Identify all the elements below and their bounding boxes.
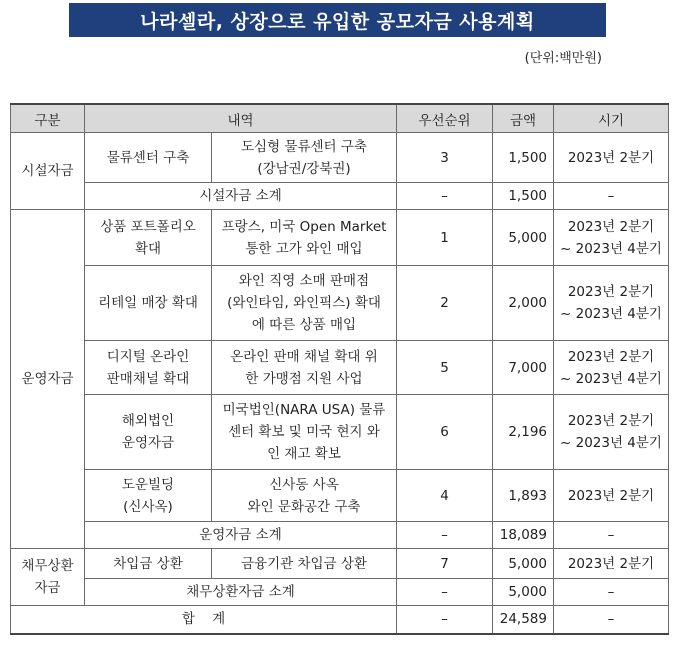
- period-cell: 2023년 2분기 ~ 2023년 4분기: [554, 395, 669, 470]
- category-debt: 채무상환 자금: [11, 549, 85, 606]
- period-cell: –: [554, 606, 669, 634]
- amount-cell: 5,000: [493, 549, 554, 579]
- item-cell: 리테일 매장 확대: [85, 266, 212, 341]
- table-row: [11, 133, 669, 183]
- header-period: 시기: [554, 104, 669, 133]
- detail-cell: 도심형 물류센터 구축 (강남권/강북권): [212, 133, 397, 183]
- priority-cell: 3: [397, 133, 493, 183]
- detail-cell: 미국법인(NARA USA) 물류 센터 확보 및 미국 현지 와 인 재고 확보: [212, 395, 397, 470]
- unit-label: (단위:백만원): [524, 51, 602, 66]
- category-facility: 시설자금: [11, 133, 85, 210]
- table-row: [11, 210, 669, 266]
- priority-cell: –: [397, 579, 493, 606]
- header-amount: 금액: [493, 104, 554, 133]
- period-cell: 2023년 2분기 ~ 2023년 4분기: [554, 266, 669, 341]
- priority-cell: 1: [397, 210, 493, 266]
- detail-cell: 신사동 사옥 와인 문화공간 구축: [212, 470, 397, 522]
- table-header-row: [11, 104, 669, 133]
- priority-cell: 2: [397, 266, 493, 341]
- category-operating: 운영자금: [11, 210, 85, 549]
- amount-cell: 24,589: [493, 606, 554, 634]
- subtotal-label: 채무상환자금 소계: [85, 579, 397, 606]
- priority-cell: 5: [397, 341, 493, 395]
- item-cell: 물류센터 구축: [85, 133, 212, 183]
- period-cell: –: [554, 579, 669, 606]
- priority-cell: 7: [397, 549, 493, 579]
- total-row: [11, 606, 669, 634]
- amount-cell: 1,500: [493, 133, 554, 183]
- header-priority: 우선순위: [397, 104, 493, 133]
- priority-cell: 4: [397, 470, 493, 522]
- subtotal-label: 운영자금 소계: [85, 522, 397, 549]
- amount-cell: 7,000: [493, 341, 554, 395]
- period-cell: 2023년 2분기 ~ 2023년 4분기: [554, 341, 669, 395]
- amount-cell: 18,089: [493, 522, 554, 549]
- table-row: [11, 470, 669, 522]
- period-cell: 2023년 2분기: [554, 133, 669, 183]
- amount-cell: 5,000: [493, 210, 554, 266]
- period-cell: –: [554, 522, 669, 549]
- amount-cell: 2,196: [493, 395, 554, 470]
- table-row: [11, 266, 669, 341]
- header-detail: 내역: [85, 104, 397, 133]
- table-row: [11, 341, 669, 395]
- priority-cell: –: [397, 183, 493, 210]
- item-cell: 디지털 온라인 판매채널 확대: [85, 341, 212, 395]
- priority-cell: –: [397, 606, 493, 634]
- item-cell: 상품 포트폴리오 확대: [85, 210, 212, 266]
- amount-cell: 2,000: [493, 266, 554, 341]
- priority-cell: –: [397, 522, 493, 549]
- period-cell: 2023년 2분기 ~ 2023년 4분기: [554, 210, 669, 266]
- table-row: [11, 549, 669, 579]
- total-label: 합 계: [11, 606, 397, 634]
- period-cell: 2023년 2분기: [554, 470, 669, 522]
- detail-cell: 금융기관 차입금 상환: [212, 549, 397, 579]
- header-category: 구분: [11, 104, 85, 133]
- amount-cell: 1,500: [493, 183, 554, 210]
- fund-usage-table: [10, 103, 669, 635]
- period-cell: 2023년 2분기: [554, 549, 669, 579]
- detail-cell: 와인 직영 소매 판매점 (와인타임, 와인픽스) 확대 에 따른 상품 매입: [212, 266, 397, 341]
- detail-cell: 온라인 판매 채널 확대 위 한 가맹점 지원 사업: [212, 341, 397, 395]
- detail-cell: 프랑스, 미국 Open Market 통한 고가 와인 매입: [212, 210, 397, 266]
- amount-cell: 5,000: [493, 579, 554, 606]
- period-cell: –: [554, 183, 669, 210]
- subtotal-row: [11, 522, 669, 549]
- subtotal-row: [11, 183, 669, 210]
- page-title: 나라셀라, 상장으로 유입한 공모자금 사용계획: [69, 3, 606, 37]
- table-row: [11, 395, 669, 470]
- item-cell: 해외법인 운영자금: [85, 395, 212, 470]
- subtotal-row: [11, 579, 669, 606]
- subtotal-label: 시설자금 소계: [85, 183, 397, 210]
- priority-cell: 6: [397, 395, 493, 470]
- item-cell: 차입금 상환: [85, 549, 212, 579]
- item-cell: 도운빌딩 (신사옥): [85, 470, 212, 522]
- amount-cell: 1,893: [493, 470, 554, 522]
